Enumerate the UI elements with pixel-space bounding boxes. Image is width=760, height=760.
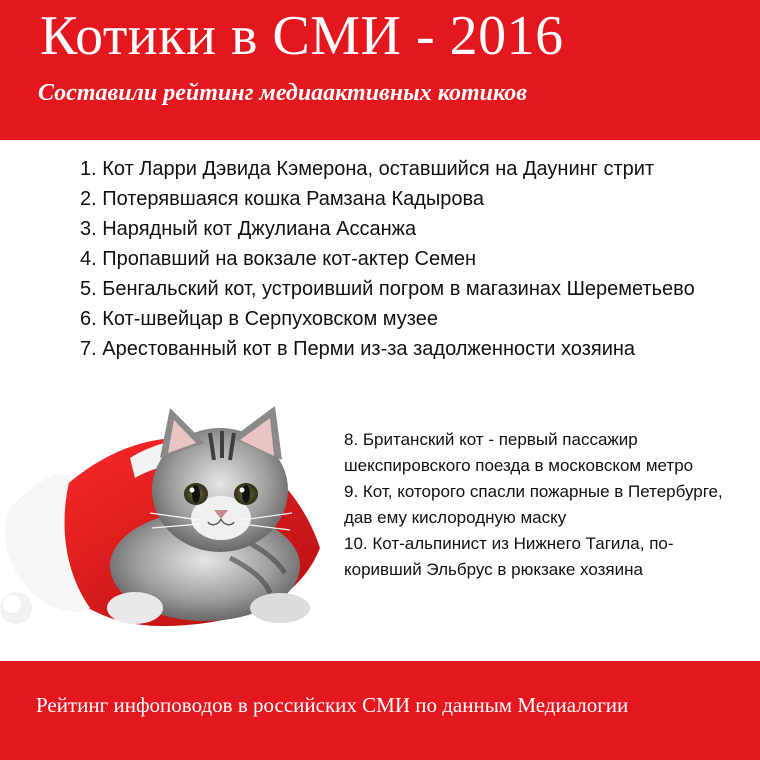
footer-banner <box>0 661 760 760</box>
ranking-item-4: 4. Пропавший на вокзале кот-актер Семен <box>80 248 477 270</box>
ranking-item-10: 10. Кот-альпинист из Нижнего Тагила, по-коривший Эльбрус в рюкзаке хозяина <box>344 534 674 579</box>
source-note: Рейтинг инфоповодов в российских СМИ по данным Медиалогии <box>36 693 629 717</box>
ranking-item-2: 2. Потерявшаяся кошка Рамзана Кадырова <box>80 188 485 210</box>
kitten-in-santa-hat-image <box>0 398 330 630</box>
page-title: Котики в СМИ - 2016 <box>40 5 564 67</box>
ranking-list-right <box>344 427 744 583</box>
ranking-item-9: 9. Кот, которого спасли пожарные в Петербурге, дав ему кислородную маску <box>344 482 723 527</box>
ranking-list-top <box>80 154 740 364</box>
page-subtitle: Составили рейтинг медиаактивных котиков <box>38 80 527 106</box>
ranking-item-1: 1. Кот Ларри Дэвида Кэмерона, оставшийся на Даунинг стрит <box>80 158 655 180</box>
header-banner <box>0 0 760 140</box>
ranking-item-7: 7. Арестованный кот в Перми из-за задолженности хозяина <box>80 338 636 360</box>
ranking-item-8: 8. Британский кот - первый пассажир шекспировского поезда в московском метро <box>344 430 694 475</box>
ranking-item-3: 3. Нарядный кот Джулиана Ассанжа <box>80 218 417 240</box>
ranking-item-5: 5. Бенгальский кот, устроивший погром в магазинах Шереметьево <box>80 278 695 300</box>
ranking-item-6: 6. Кот-швейцар в Серпуховском музее <box>80 308 438 330</box>
